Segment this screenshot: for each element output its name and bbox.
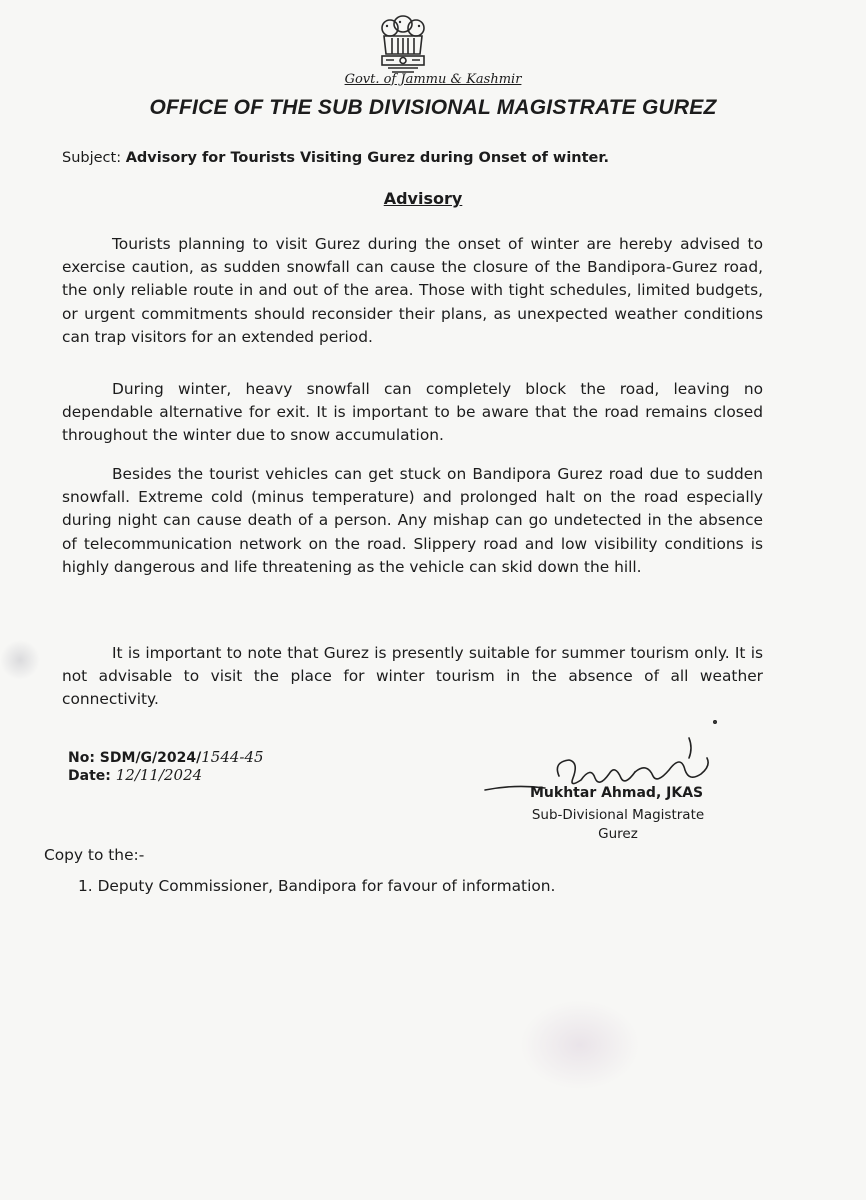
office-title: OFFICE OF THE SUB DIVISIONAL MAGISTRATE GUREZ — [149, 96, 717, 119]
reference-date-handwritten: 12/11/2024 — [115, 766, 203, 784]
scan-smudge — [520, 1000, 640, 1090]
paragraph: During winter, heavy snowfall can completely block the road, leaving no dependable alternative for exit. It is important to be aware that the road remains closed throughout the winter due to snow accumulation. — [62, 380, 763, 445]
subject-text: Advisory for Tourists Visiting Gurez during Onset of winter. — [125, 150, 609, 166]
reference-number-label: No: SDM/G/2024/ — [68, 750, 202, 766]
subject-label: Subject: — [62, 150, 122, 166]
signatory-place: Gurez — [598, 826, 638, 842]
reference-date — [68, 766, 202, 784]
paragraph: Tourists planning to visit Gurez during the onset of winter are hereby advised to exercise caution, as sudden snowfall can cause the closure of the Bandipora-Gurez road, the only reliable route in and out of the area. Those with tight schedules, limited budgets, or urgent commitments should reconsider their plans, as unexpected weather conditions can trap visitors for an extended period. — [62, 235, 763, 346]
state-emblem-icon — [366, 10, 440, 80]
subject-line — [62, 150, 609, 166]
signatory-name: Mukhtar Ahmad, JKAS — [530, 785, 704, 801]
reference-number-handwritten: 1544-45 — [201, 748, 264, 766]
govt-line: Govt. of Jammu & Kashmir — [344, 72, 522, 87]
reference-date-label: Date: — [68, 768, 116, 784]
advisory-heading: Advisory — [383, 189, 463, 208]
paragraph: It is important to note that Gurez is presently suitable for summer tourism only. It is not advisable to visit the place for winter tourism in the absence of all weather connectivity. — [62, 644, 763, 709]
signatory-designation-block — [520, 806, 716, 844]
paragraph: Besides the tourist vehicles can get stuck on Bandipora Gurez road due to sudden snowfall. Extreme cold (minus temperature) and prolonged halt on the road especially during night can cause death of a person. Any mishap can go undetected in the absence of telecommunication network on the road. Slippery road and low visibility conditions is highly dangerous and life threatening as the vehicle can skid down the hill. — [62, 465, 763, 576]
copy-to-label: Copy to the:- — [44, 846, 145, 864]
copy-to-item: 1. Deputy Commissioner, Bandipora for favour of information. — [78, 877, 556, 895]
reference-number — [68, 748, 264, 766]
signatory-designation: Sub-Divisional Magistrate — [531, 807, 705, 823]
scan-smudge — [0, 640, 40, 680]
